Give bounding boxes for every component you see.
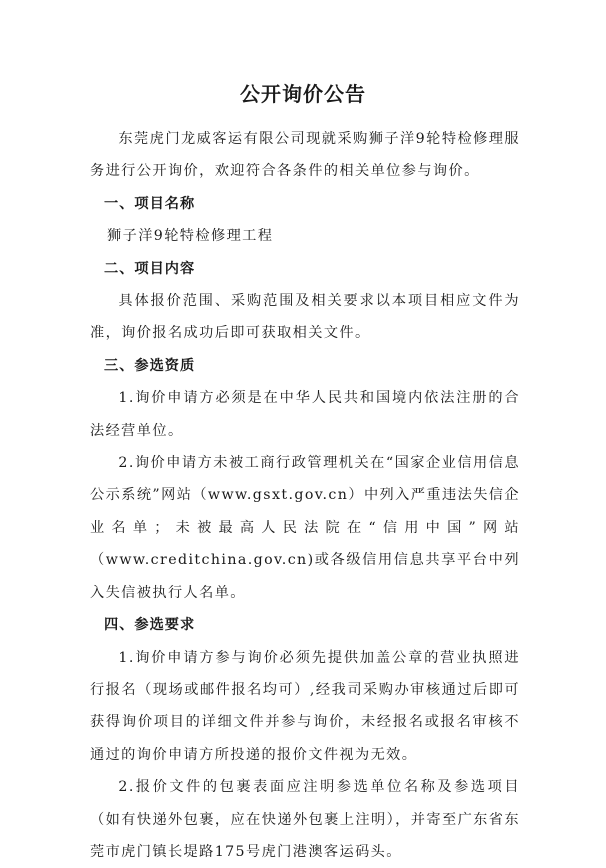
section-heading-qualification: 三、参选资质 xyxy=(104,357,196,374)
qualification-paragraph-2: 2.询价申请方未被工商行政管理机关在“国家企业信用信息公示系统”网站（www.gsxt.gov.cn）中列入严重违法失信企业名单；未被最高人民法院在“信用中国”网站（www.creditchina.gov.cn)或各级信用信息共享平台中列入失信被执行人名单。 xyxy=(90,455,520,601)
section-heading-project-content: 二、项目内容 xyxy=(104,260,196,277)
requirements-paragraph-2: 2.报价文件的包裹表面应注明参选单位名称及参选项目（如有快递外包裹，应在快递外包裹上注明），并寄至广东省东莞市虎门镇长堤路175号虎门港澳客运码头。 xyxy=(90,779,520,860)
document-title: 公开询价公告 xyxy=(240,82,366,106)
section-heading-requirements: 四、参选要求 xyxy=(104,617,196,634)
document-body xyxy=(90,123,520,868)
section-heading-project-name: 一、项目名称 xyxy=(104,195,196,212)
project-name-paragraph: 狮子洋9轮特检修理工程 xyxy=(107,228,274,245)
qualification-paragraph-1: 1.询价申请方必须是在中华人民共和国境内依法注册的合法经营单位。 xyxy=(90,390,520,439)
project-content-paragraph: 具体报价范围、采购范围及相关要求以本项目相应文件为准，询价报名成功后即可获取相关文件。 xyxy=(90,293,520,342)
intro-paragraph: 东莞虎门龙威客运有限公司现就采购狮子洋9轮特检修理服务进行公开询价，欢迎符合各条件的相关单位参与询价。 xyxy=(90,131,520,180)
requirements-paragraph-1: 1.询价申请方参与询价必须先提供加盖公章的营业执照进行报名（现场或邮件报名均可）,经我司采购办审核通过后即可获得询价项目的详细文件并参与询价，未经报名或报名审核不通过的询价申请方所投递的报价文件视为无效。 xyxy=(90,649,520,763)
